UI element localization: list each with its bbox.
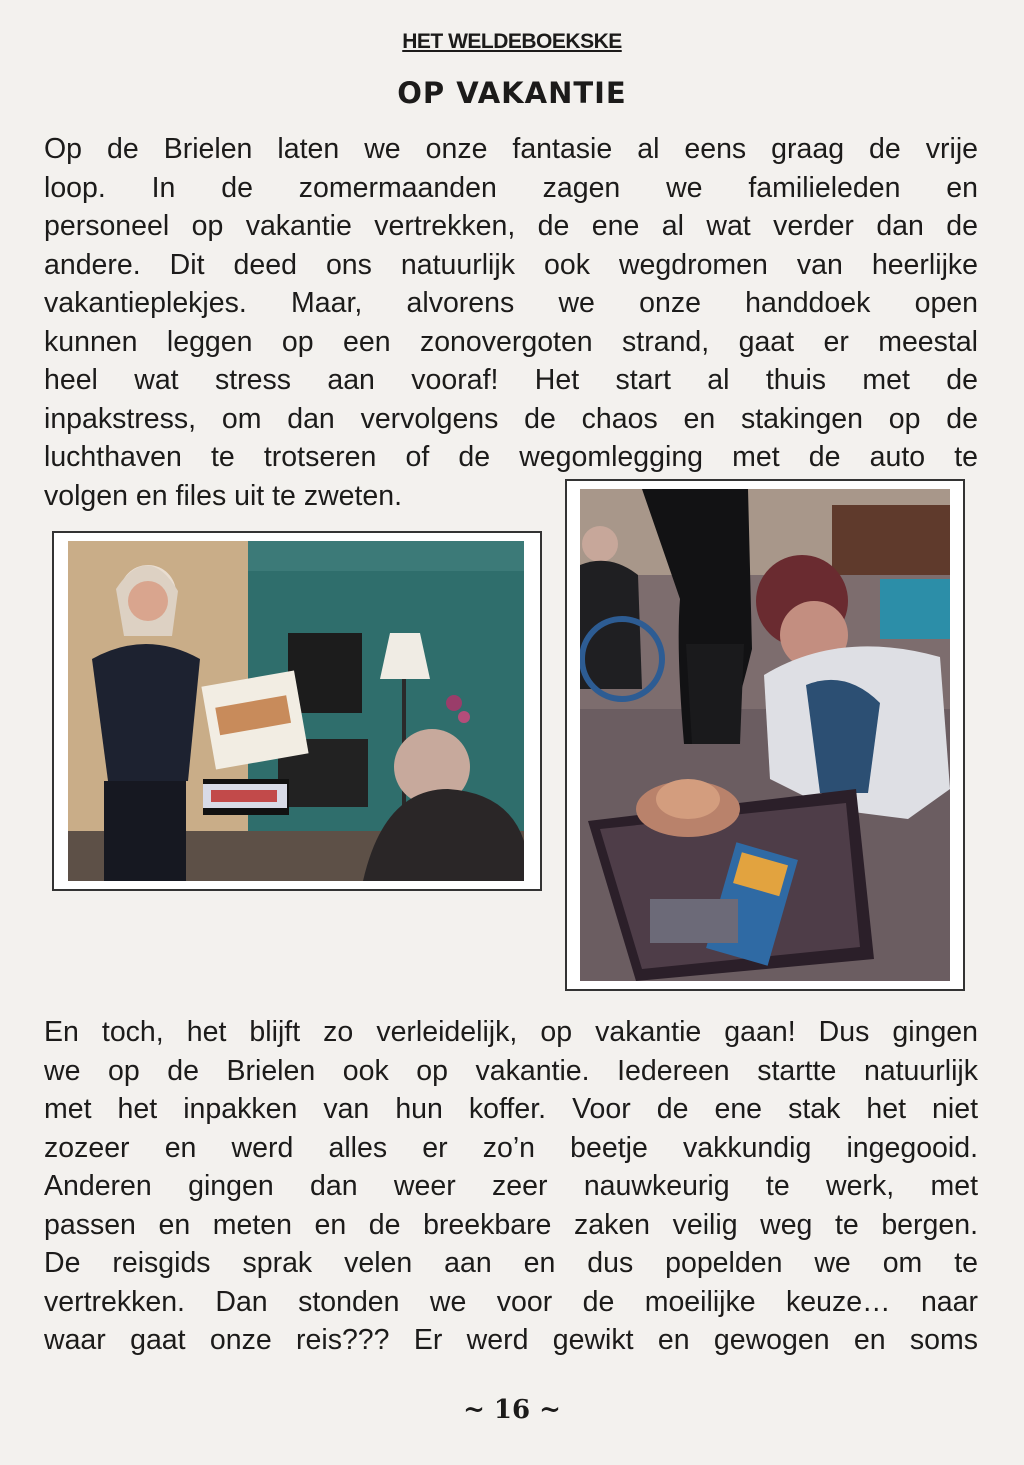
publication-header: HET WELDEBOEKSKE <box>402 30 622 53</box>
article-title: OP VAKANTIE <box>397 76 627 110</box>
paragraph-line: Anderen gingen dan weer zeer nauwkeurig te werk, met <box>44 1170 978 1202</box>
page-number: ~ 16 ~ <box>463 1395 561 1425</box>
photo-caregiver-showing-picture <box>52 531 542 891</box>
photo-illustration <box>580 489 950 981</box>
paragraph-line: luchthaven te trotseren of de wegomlegging met de auto te <box>44 441 978 473</box>
paragraph-line: heel wat stress aan vooraf! Het start al thuis met de <box>44 364 978 396</box>
paragraph-line: loop. In de zomermaanden zagen we familieleden en <box>44 171 978 204</box>
intro-paragraph <box>44 130 978 515</box>
photo-packing-suitcase <box>565 479 965 991</box>
paragraph-line: vertrekken. Dan stonden we voor de moeilijke keuze… naar <box>44 1285 978 1318</box>
paragraph-line: Op de Brielen laten we onze fantasie al eens graag de vrije <box>44 133 978 165</box>
paragraph-line: personeel op vakantie vertrekken, de ene al wat verder dan de <box>44 210 978 242</box>
paragraph-line: En toch, het blijft zo verleidelijk, op vakantie gaan! Dus gingen <box>44 1016 978 1048</box>
paragraph-line: waar gaat onze reis??? Er werd gewikt en gewogen en soms <box>44 1324 978 1356</box>
paragraph-line: De reisgids sprak velen aan en dus popelden we om te <box>44 1247 978 1279</box>
paragraph-line: we op de Brielen ook op vakantie. Iedereen startte natuurlijk <box>44 1054 978 1087</box>
photo-illustration <box>68 541 524 881</box>
photo-image <box>580 489 950 981</box>
paragraph-line: met het inpakken van hun koffer. Voor de ene stak het niet <box>44 1093 978 1125</box>
paragraph-line: kunnen leggen op een zonovergoten strand, gaat er meestal <box>44 325 978 358</box>
paragraph-line: inpakstress, om dan vervolgens de chaos en stakingen op de <box>44 402 978 435</box>
paragraph-line: andere. Dit deed ons natuurlijk ook wegdromen van heerlijke <box>44 248 978 281</box>
paragraph-line: passen en meten en de breekbare zaken veilig weg te bergen. <box>44 1208 978 1241</box>
paragraph-line: volgen en files uit te zweten. <box>44 479 403 512</box>
paragraph-line: zozeer en werd alles er zo’n beetje vakkundig ingegooid. <box>44 1131 978 1164</box>
paragraph-line: vakantieplekjes. Maar, alvorens we onze handdoek open <box>44 287 978 319</box>
photo-image <box>68 541 524 881</box>
second-paragraph <box>44 1013 978 1360</box>
